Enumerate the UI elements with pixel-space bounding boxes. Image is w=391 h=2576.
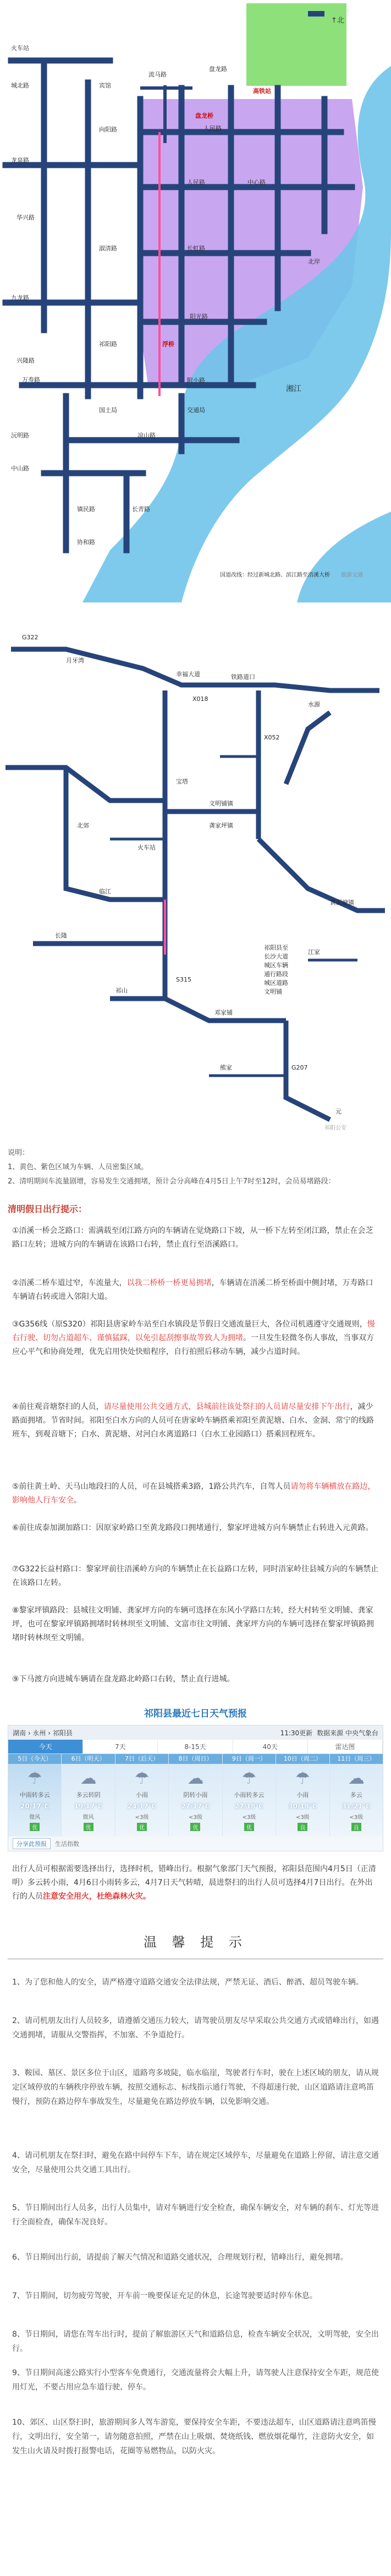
label-gaotie: 高铁站 xyxy=(253,87,271,95)
label-linjiang: 临江 xyxy=(99,888,111,895)
label-x052: X052 xyxy=(264,734,280,741)
weather-day[interactable] xyxy=(62,1754,115,1837)
weather-footer xyxy=(8,1837,383,1851)
tab-8-15day[interactable]: 8-15天 xyxy=(158,1740,233,1753)
weather-day[interactable] xyxy=(115,1754,169,1837)
rain-icon: ☂ xyxy=(295,1769,310,1788)
weather-day-desc: 阴转小雨 xyxy=(183,1791,208,1799)
north-indicator: ↑北 xyxy=(331,17,344,25)
weather-day-wind: 微风 xyxy=(29,1815,41,1821)
tip-block-5-rest: 。 xyxy=(74,1496,81,1505)
weather-title: 祁阳县最近七日天气预报 xyxy=(144,1708,247,1719)
label-baota: 宝塔 xyxy=(176,778,188,785)
weather-day-aqi: 优 xyxy=(30,1823,40,1831)
weather-day-date: 5日（今天） xyxy=(8,1754,61,1764)
weather-header xyxy=(8,1725,383,1740)
city-map-graphic xyxy=(0,0,391,602)
weather-day[interactable] xyxy=(223,1754,276,1837)
tip-block-1-text: ①浯溪一桥会芝路口：需满载至闭江路方向的车辆请在觉烧路口下坡，从一桥下左转至闭江路，禁止在会芝路口左转；进城方向的车辆请在该路口右转，禁止直行至浯溪路口。 xyxy=(12,1226,373,1249)
tip-item-4: 4、请司机朋友在祭扫时，避免在路中间停车下车，请在规定区域停车，尽量避免在道路上停留，请注意交通安全，尽量使用公共交通工具出行。 xyxy=(12,2151,379,2174)
map2-info xyxy=(264,944,288,996)
tip-block-7 xyxy=(12,1563,379,1590)
note-1: 说明： xyxy=(8,1149,30,1157)
tip-item-8: 8、节日期间，请您在驾车出行时，提前了解旅游区天气和道路信息，检查车辆安全状况，文明驾驶，安全出行。 xyxy=(12,2330,379,2353)
label-xiongjia: 熊家 xyxy=(220,1064,232,1071)
weather-panel xyxy=(8,1725,383,1851)
weather-advice-text: 出行人员可根据需要选择出行，选择时机，错峰出行。根据气象部门天气预报，祁阳县范围内4月5日（正清明）多云转小雨，4月6日小雨转多云，4月7日天气转晴，晨进祭扫的出行人员可选择4月7日出行。在外出行的人员 xyxy=(12,1865,376,1901)
label-yueying: 月牙湾 xyxy=(66,657,84,664)
note-3: 2、清明期间车流量剧增，容易发生交通拥堵，预计会分高峰在4月5日上午7时至12时，会员易堵路段： xyxy=(8,1177,335,1186)
weather-day-wind: <3级 xyxy=(295,1815,310,1821)
tip-block-4-highlight: 请尽量使用公共交通方式，县城前往该处祭扫的人员请尽量安排下午出行 xyxy=(103,1402,350,1411)
label-changqing: 长青路 xyxy=(132,506,150,513)
tip-item-5: 5、节日期间出行人员多，出行人员集中，请对车辆进行安全检查，确保车辆安全，对车辆的刹车、灯光等进行全面检查，确保车况良好。 xyxy=(12,2204,379,2227)
city-traffic-map[interactable] xyxy=(0,0,391,602)
weather-day-date: 7日（后天） xyxy=(115,1754,168,1764)
label-xiehe: 协和路 xyxy=(77,539,95,546)
label-yuanming: 沅明路 xyxy=(11,432,29,439)
tip-block-8-text: ⑧黎家坪镇路段：县城往文明铺、龚家坪方向的车辆可选择在东风小学路口左转，经大村转至文明铺、龚家坪，也可在黎家坪镇路拥堵时转林坝至文明铺、文富市往文明铺、龚家坪方向的车辆可选择在黎家坪镇路拥堵时转林坝至文明铺。 xyxy=(12,1606,374,1642)
tip-block-4 xyxy=(12,1400,379,1442)
label-g207: G207 xyxy=(291,1064,308,1071)
tip-block-1 xyxy=(12,1224,379,1252)
weather-advice-highlight: 注意安全用火，杜绝森林火灾。 xyxy=(43,1892,151,1901)
map2-watermark: 祁阳公安 xyxy=(324,1125,346,1131)
label-renmin: 人民路 xyxy=(203,125,222,132)
tip-block-3-rest: 。一旦发生轻微冬伤人事故，当事双方应心平气和协商处理，优先启用快处快赔程序，自行拍照后移动车辆，减少占道时间。 xyxy=(12,1334,374,1356)
tip-block-2-text: ②浯溪二桥车道过窄，车流量大， xyxy=(12,1279,127,1287)
cloud-icon: ☁ xyxy=(348,1769,365,1788)
label-changlong: 长隆 xyxy=(55,932,67,939)
legend-road xyxy=(308,11,324,17)
tip-block-5 xyxy=(12,1480,379,1508)
tab-7day[interactable]: 7天 xyxy=(83,1740,158,1753)
label-liangshan: 凉山路 xyxy=(137,432,156,439)
weather-day-aqi: 优 xyxy=(244,1823,254,1831)
tip-block-2-highlight: 以我二桥桥一桥更易拥堵 xyxy=(126,1279,212,1287)
label-guotu: 国土局 xyxy=(99,407,117,414)
cloud-icon: ☁ xyxy=(80,1769,97,1788)
label-g322: G322 xyxy=(22,634,38,641)
label-xinglong: 兴隆路 xyxy=(16,357,35,364)
weather-advice xyxy=(12,1862,379,1904)
weather-day[interactable] xyxy=(276,1754,329,1837)
label-yuan: 元 xyxy=(335,1108,342,1115)
label-bingguan: 宾馆 xyxy=(99,82,111,89)
weather-day-wind: <3级 xyxy=(135,1815,149,1821)
weather-day-aqi: 优 xyxy=(84,1823,93,1831)
weather-day-temp: 27/17℃ xyxy=(181,1802,210,1810)
label-beijiao: 北郊 xyxy=(77,822,89,829)
label-zhongxin: 中心路 xyxy=(247,179,266,186)
label-jiaotong: 交通局 xyxy=(187,407,205,414)
county-minor-roads xyxy=(110,757,357,1076)
label-fuxiao: 附小路 xyxy=(187,377,205,384)
tip-block-6 xyxy=(12,1521,379,1535)
weather-updated: 11:30更新 xyxy=(280,1729,313,1737)
tip-block-9 xyxy=(12,1673,379,1686)
tip-block-5-highlight: 请勿将车辆横放在路边，影响他人行车安全 xyxy=(12,1482,376,1505)
label-yangguang: 阳光路 xyxy=(190,313,208,320)
map2-info-6: 文明铺 xyxy=(264,988,282,995)
cloud-icon: ☁ xyxy=(187,1769,204,1788)
label-renmin2: 人民路 xyxy=(187,179,205,186)
weather-day-desc: 多云 xyxy=(350,1791,362,1799)
label-shi2: 龚家坪镇 xyxy=(209,822,233,829)
tip-block-3-text: ③G356线（原S320）祁阳县唐家岭车站至白水镇段是节假日交通流量巨大，各位司机遇遵守交通规则， xyxy=(12,1320,367,1329)
tip-block-2-rest: ，车辆请在浯溪二桥至桥面中侧封堵，万寿路口车辆请右转或进入邻阳大道。 xyxy=(12,1279,373,1301)
tip-item-9: 9、节日期间高速公路实行小型客车免费通行，交通流量将会大幅上升，请驾驶人注意保持安全车距，规范使用灯光，不要占用应急车道行驶、停车。 xyxy=(12,2369,379,2392)
tip-item-10: 10、郊区、山区祭扫时，旅游期间多人驾车游览，要保持安全车距，不要违法超车，山区道路请注意鸣笛慢行，文明出行，安全第一，请勿随意拍照，严禁在山上吸烟、焚烧纸钱、燃放烟花爆竹，注意防火安全，如发生山火请及时拨打报警电话，花圈等易燃物品，以防火灾。 xyxy=(12,2418,376,2456)
section-title: 清明假日出行提示： xyxy=(8,1204,87,1214)
label-panlong: 盘龙桥 xyxy=(195,112,213,119)
weather-day-temp: 30/18℃ xyxy=(288,1802,317,1810)
weather-tabs xyxy=(8,1740,383,1754)
label-shi1: 文明铺镇 xyxy=(209,800,233,807)
weather-day-temp: 24/17℃ xyxy=(127,1802,157,1810)
label-zhongshan: 中山路 xyxy=(11,465,29,472)
tip-item-7: 7、节日期间，切勿疲劳驾驶，开车前一晚要保证充足的休息，长途驾驶要适时停车休息。 xyxy=(12,2292,317,2300)
weather-day-desc: 小雨转多云 xyxy=(234,1791,265,1799)
weather-day-aqi: 良 xyxy=(298,1823,307,1831)
map2-info-5: 城区道路 xyxy=(264,979,288,986)
label-qiyue: 祁阳路 xyxy=(99,341,117,348)
tip-block-3 xyxy=(12,1318,379,1359)
weather-day-temp: 20/17℃ xyxy=(20,1802,49,1810)
weather-day[interactable] xyxy=(169,1754,222,1837)
weather-day-date: 8日（周日） xyxy=(169,1754,222,1764)
tips-title: 温 馨 提 示 xyxy=(144,1934,247,1950)
county-roads xyxy=(5,649,385,1120)
label-fuqiao: 浮桥 xyxy=(162,341,174,348)
weather-city[interactable]: 湖南 › 永州 › 祁阳县 xyxy=(13,1729,73,1737)
weather-day[interactable] xyxy=(8,1754,62,1837)
weather-day-date: 9日（周一） xyxy=(223,1754,276,1764)
rain-icon: ☂ xyxy=(134,1769,150,1788)
tip-item-3: 3、鞍园、墓区、景区多位于山区，道路弯多坡陡，临水临崖，驾驶者行车时，驶在上述区域的朋友，请从规定区域停放的车辆秩序停放车辆，按照交通标志、标线指示通行驾驶，不得超速行驶，山区道路请注意鸣笛慢行，预防在路边停车事故发生，尽量避免在路边停放车辆，以免影响交通。 xyxy=(12,2069,379,2106)
label-shuiyuan: 水源 xyxy=(308,701,320,708)
weather-day[interactable] xyxy=(330,1754,383,1837)
weather-day-wind: <3级 xyxy=(242,1815,256,1821)
tip-item-1: 1、为了您和他人的安全，请严格遵守道路交通安全法律法规，严禁无证、酒后、醉酒、超员驾驶车辆。 xyxy=(12,1978,364,1987)
label-jiangjun: 盘龙路 xyxy=(209,65,227,73)
map2-info-2: 长沙大道 xyxy=(264,953,288,960)
weather-day-wind: <3级 xyxy=(349,1815,364,1821)
tip-block-4-text: ④前往观音塘祭扫的人员， xyxy=(12,1402,104,1411)
tab-radar[interactable]: 雷达图 xyxy=(308,1740,383,1753)
tip-block-2 xyxy=(12,1276,379,1304)
county-map-graphic xyxy=(0,602,391,1142)
weather-day-desc: 小雨 xyxy=(296,1791,309,1799)
weather-day-date: 11日（周三） xyxy=(330,1754,383,1764)
label-jiulong: 九龙路 xyxy=(11,294,29,302)
weather-day-aqi: 优 xyxy=(137,1823,147,1831)
weather-day-aqi: 良 xyxy=(351,1823,361,1831)
tip-block-8 xyxy=(12,1604,379,1645)
label-huocheng: 火车站 xyxy=(11,45,29,52)
tip-block-9-text: ⑨下马渡方向进城车辆请在盘龙路北岭路口右转，禁止直行进城。 xyxy=(12,1675,235,1684)
weather-day-desc: 多云转阴 xyxy=(76,1791,101,1799)
weather-day-temp: 19/17℃ xyxy=(74,1802,103,1810)
life-index-link[interactable]: 生活指数 xyxy=(55,1840,79,1848)
label-xiangjiang: 湘江 xyxy=(286,385,301,393)
map2-info-4: 通行路段 xyxy=(264,971,288,978)
tab-today[interactable]: 今天 xyxy=(8,1740,83,1753)
label-longquan: 龙泉路 xyxy=(11,157,29,164)
rain-icon: ☂ xyxy=(27,1769,42,1788)
weather-day-temp: 31/21℃ xyxy=(342,1802,371,1810)
map-note: 国道改线：经过新城北路、滨江路至浯溪大桥 xyxy=(220,572,330,578)
label-qishan: 祁山 xyxy=(115,987,128,994)
share-forecast-button[interactable]: 分享此预报 xyxy=(13,1838,51,1849)
weather-day-temp: 27/18℃ xyxy=(234,1802,264,1810)
note-2: 1、黄色、紫色区域为车辆、人员密集区域。 xyxy=(8,1163,148,1171)
tip-block-5-text: ⑤前往黄土岭、天马山地段扫的人员，可在县城搭乘3路，1路公共汽车，自驾人员 xyxy=(12,1482,291,1491)
map-notes xyxy=(0,1147,391,1190)
weather-day-aqi: 优 xyxy=(190,1823,200,1831)
tip-block-3-highlight: 慢右行驶、切勿占道超车、谨慎猛踩，以免引起刮擦事故等致人为拥堵 xyxy=(12,1320,375,1342)
weather-source: 数据来源 中央气象台 xyxy=(317,1729,378,1737)
weather-day-desc: 小雨 xyxy=(136,1791,148,1799)
map2-info-3: 城区车辆 xyxy=(264,962,288,969)
label-huochezhan: 火车站 xyxy=(137,844,156,851)
label-changhong: 长虹路 xyxy=(187,245,205,252)
label-xiangyang: 向阳路 xyxy=(99,126,117,133)
label-huangni: 黄泥塘镇 xyxy=(330,899,354,906)
label-beian: 北岸 xyxy=(308,258,320,265)
label-s315: S315 xyxy=(176,976,191,983)
tip-block-4-rest: ，减少路面拥堵。节省时间。祁阳至白水方向的人员可在唐家岭车辆搭乘祁阳至黄泥塘、白水、金洞、常宁的线路班车，到观音塘下；白水、黄泥塘、对河白水离道路口（白水工业园路口）搭乘回程班车。 xyxy=(12,1402,374,1439)
label-chengbei: 城北路 xyxy=(11,82,29,89)
rain-icon: ☂ xyxy=(241,1769,257,1788)
label-xingfu: 幸福大道 xyxy=(176,671,200,678)
label-zhenmin: 镇民路 xyxy=(77,506,95,513)
label-liuma: 流马路 xyxy=(148,71,167,78)
tab-40day[interactable]: 40天 xyxy=(233,1740,308,1753)
map-badge: 旅游交通 xyxy=(341,572,363,578)
map2-info-1: 祁阳县至 xyxy=(264,944,288,951)
weather-day-wind: <3级 xyxy=(189,1815,202,1821)
label-huaxing: 华兴路 xyxy=(16,214,35,221)
tip-item-6: 6、节日期间出行前，请提前了解天气情况和道路交通状况，合理规划行程，错峰出行，避免拥堵。 xyxy=(12,2253,348,2262)
label-x018: X018 xyxy=(192,695,208,703)
tip-block-6-text: ⑥前往成泰加湖加路口：因原家岭路口至黄龙路段口拥堵通行，黎家坪进城方向车辆禁止右转进入元黄路。 xyxy=(12,1523,373,1532)
weather-day-desc: 中雨转多云 xyxy=(19,1791,50,1799)
tip-item-2: 2、请司机朋友出行人员较多，请遵循交通压力较大，请驾驶员朋友尽早采取公共交通方式或错峰出行，如遇交通拥堵，请服从交警指挥，不加塞、不争道抢行。 xyxy=(12,2016,379,2040)
weather-day-date: 6日（明天） xyxy=(62,1754,114,1764)
county-road-map[interactable] xyxy=(0,602,391,1142)
tip-block-7-text: ⑦G322长益村路口：黎家坪前往浯溪岭方向的车辆禁止在长益路口左转，同时浯家岭往县城方向的车辆禁止在该路口左转。 xyxy=(12,1565,379,1587)
label-shuqing: 淑清路 xyxy=(99,245,117,252)
weather-days xyxy=(8,1754,383,1837)
weather-day-date: 10日（周二） xyxy=(276,1754,329,1764)
label-dengjia: 邓家铺 xyxy=(214,1009,233,1016)
label-wanshou: 万寿路 xyxy=(22,376,40,383)
river-2 xyxy=(297,512,391,602)
label-tielu: 铁路道口 xyxy=(231,673,255,681)
weather-day-wind: 微风 xyxy=(82,1815,94,1821)
label-jiangjia: 江家 xyxy=(308,949,320,956)
